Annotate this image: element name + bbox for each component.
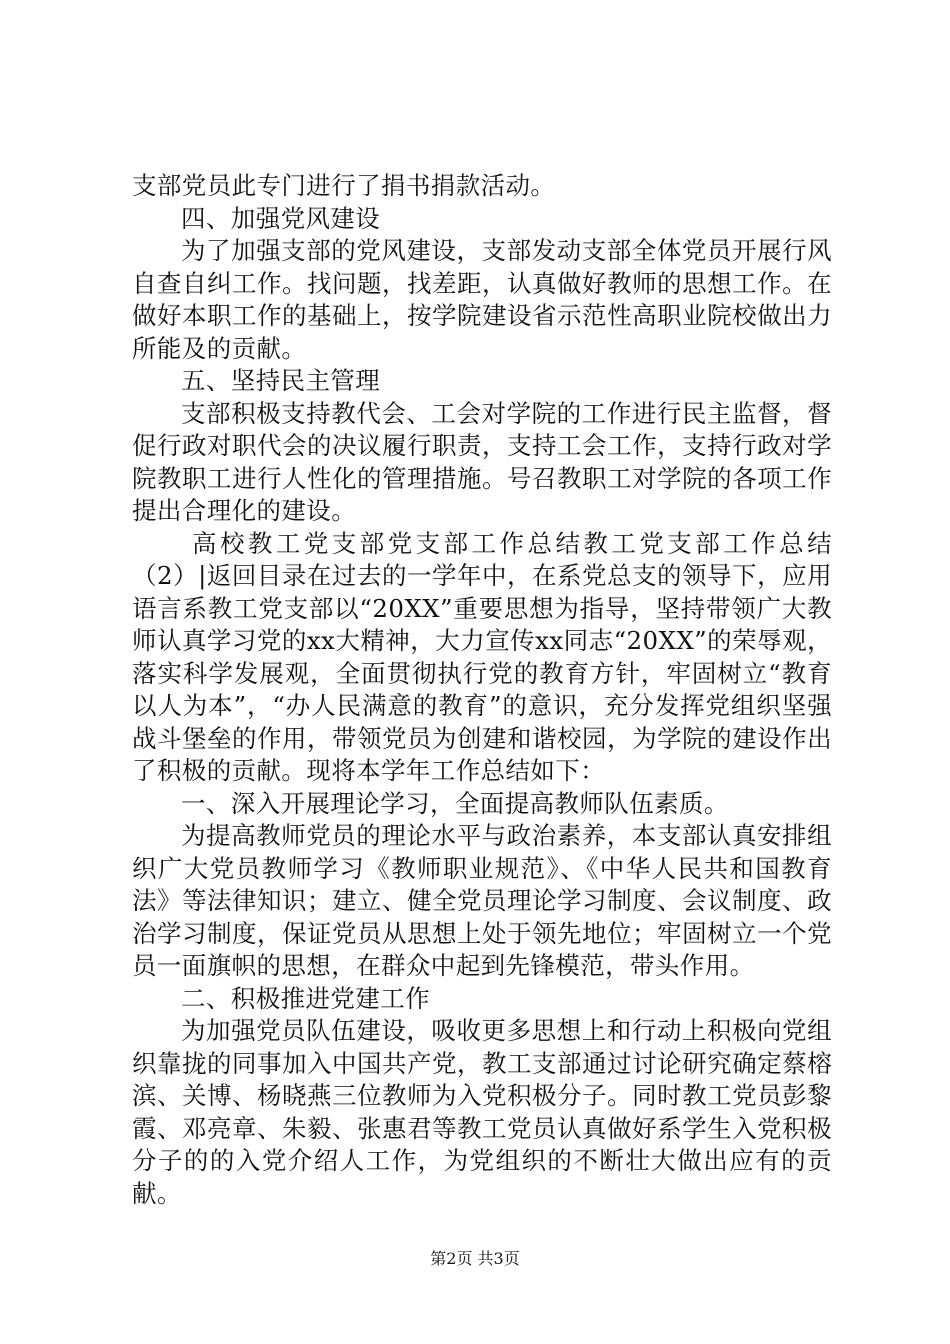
paragraph-continuation: 支部党员此专门进行了捐书捐款活动。 xyxy=(132,171,556,200)
paragraph-summary-intro: 高校教工党支部党支部工作总结教工党支部工作总结（2）|返回目录在过去的一学年中，在系党总支的领导下，应用语言系教工党支部以“20XX”重要思想为指导，坚持带领广大教师认真学习党的xx大精神，大力宣传xx同志“20XX”的荣辱观，落实科学发展观，全面贯彻执行党的教育方针，牢固树立“教育以人为本”，“办人民满意的教育”的意识，充分发挥党组织坚强战斗堡垒的作用，带领党员为创建和谐校园，为学院的建设作出了积极的贡献。现将本学年工作总结如下： xyxy=(132,528,832,785)
paragraph-party-style: 为了加强支部的党风建设，支部发动支部全体党员开展行风自查自纠工作。找问题，找差距，认真做好教师的思想工作。在做好本职工作的基础上，按学院建设省示范性高职业院校做出力所能及的贡献。 xyxy=(132,236,832,363)
page-footer: 第2页 共3页 xyxy=(430,1249,520,1268)
paragraph-party-building: 为加强党员队伍建设，吸收更多思想上和行动上积极向党组织靠拢的同事加入中国共产党，教工支部通过讨论研究确定蔡榕滨、关博、杨晓燕三位教师为入党积极分子。同时教工党员彭黎霞、邓亮章、朱毅、张惠君等教工党员认真做好系学生入党积极分子的的入党介绍人工作，为党组织的不断壮大做出应有的贡献。 xyxy=(132,1016,832,1208)
paragraph-democratic-management: 支部积极支持教代会、工会对学院的工作进行民主监督，督促行政对职代会的决议履行职责，支持工会工作，支持行政对学院教职工进行人性化的管理措施。号召教职工对学院的各项工作提出合理化的建设。 xyxy=(132,398,832,525)
document-body xyxy=(132,170,832,1210)
section-heading-four: 四、加强党风建设 xyxy=(181,203,381,233)
paragraph-theory-study: 为提高教师党员的理论水平与政治素养，本支部认真安排组织广大党员教师学习《教师职业规范》、《中华人民共和国教育法》等法律知识；建立、健全党员理论学习制度、会议制度、政治学习制度，保证党员从思想上处于领先地位；牢固树立一个党员一面旗帜的思想，在群众中起到先锋模范，带头作用。 xyxy=(132,821,832,980)
section-heading-two: 二、积极推进党建工作 xyxy=(181,983,430,1013)
section-heading-five: 五、坚持民主管理 xyxy=(181,366,381,395)
section-heading-one: 一、深入开展理论学习，全面提高教师队伍素质。 xyxy=(181,788,729,818)
